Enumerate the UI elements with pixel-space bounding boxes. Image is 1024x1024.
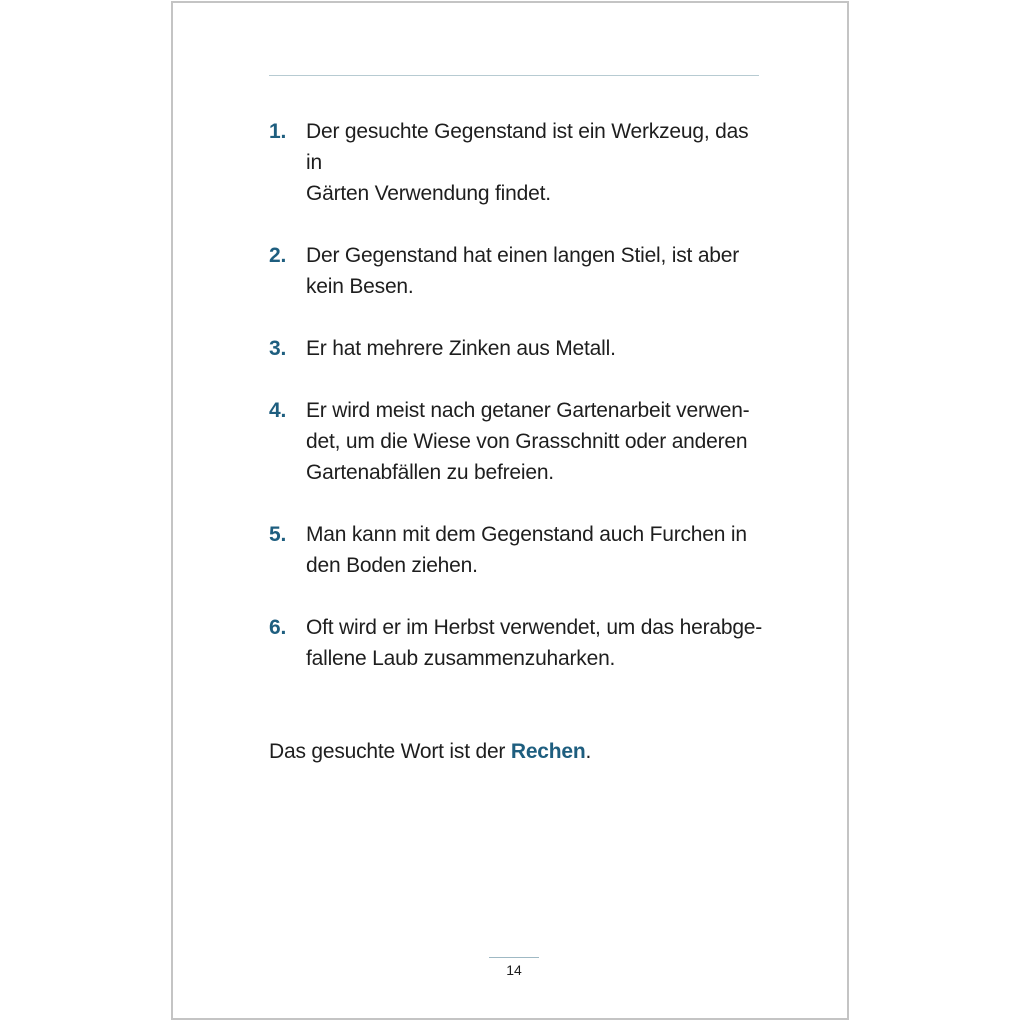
clue-item [269,333,769,364]
answer-suffix: . [585,740,592,763]
answer-word: Rechen [510,740,586,763]
clue-item [269,240,769,302]
clue-line: Man kann mit dem Gegenstand auch Furchen in [306,523,747,546]
clue-line: den Boden ziehen. [306,554,478,577]
clue-item [269,116,769,209]
page-number: 14 [506,962,522,978]
clue-line: fallene Laub zusammenzuharken. [306,647,616,670]
clue-line: Er hat mehrere Zinken aus Metall. [306,337,616,360]
clue-line: Der gesuchte Gegenstand ist ein Werkzeug, das in [306,120,749,174]
clue-line: Gärten Verwendung findet. [306,182,551,205]
book-page [171,1,849,1020]
clue-line: det, um die Wiese von Grasschnitt oder anderen [306,430,748,453]
clue-number: 3. [269,337,287,360]
footer-divider [489,957,539,958]
clue-number: 2. [269,244,287,267]
clue-line: kein Besen. [306,275,414,298]
clue-line: Gartenabfällen zu befreien. [306,461,554,484]
clue-number: 5. [269,523,287,546]
clue-item [269,519,769,581]
clue-line: Oft wird er im Herbst verwendet, um das herabge- [306,616,763,639]
top-divider [269,75,759,76]
clue-number: 6. [269,616,287,639]
clue-line: Er wird meist nach getaner Gartenarbeit verwen- [306,399,750,422]
clue-list [269,116,769,705]
answer-sentence [269,736,591,767]
answer-prefix: Das gesuchte Wort ist der [269,740,511,763]
clue-item [269,395,769,488]
clue-number: 4. [269,399,287,422]
clue-item [269,612,769,674]
clue-line: Der Gegenstand hat einen langen Stiel, ist aber [306,244,740,267]
clue-number: 1. [269,120,287,143]
